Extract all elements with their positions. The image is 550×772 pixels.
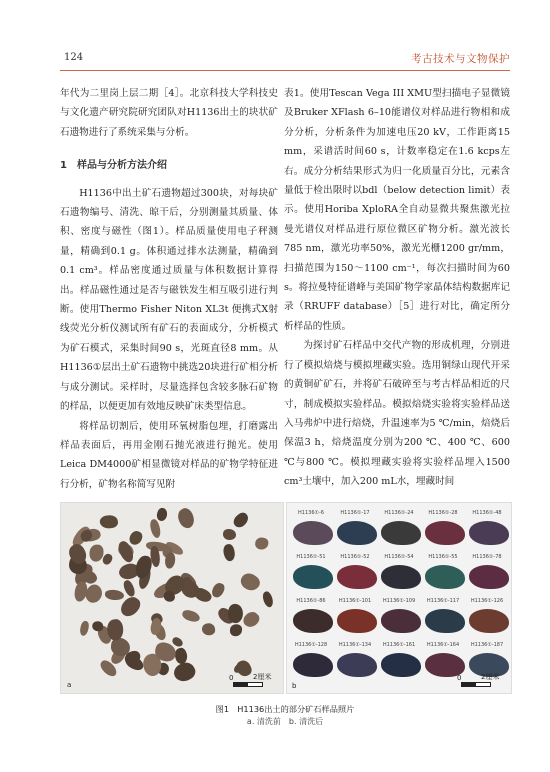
ore-lump (261, 590, 275, 608)
scale-bar (233, 682, 263, 687)
header-rule (60, 70, 510, 71)
ore-lump (79, 620, 89, 636)
sample-label: H1136①-54 (384, 554, 414, 560)
ore-lump (181, 609, 201, 624)
sample-label: H1136①-52 (340, 554, 370, 560)
sample-label: H1136①-117 (426, 598, 460, 604)
ore-lump (193, 585, 214, 604)
ore-lump (128, 529, 144, 546)
ore-lump (223, 529, 236, 540)
ore-lump (123, 653, 145, 672)
scale-zero: 0 (229, 674, 234, 682)
sample-photo (293, 609, 333, 633)
journal-name: 考古技术与文物保护 (411, 53, 510, 65)
scale-zero: 0 (457, 674, 462, 682)
sample-photo (337, 521, 377, 545)
figure-caption: 图1 H1136出土的部分矿石样品照片 (215, 704, 355, 714)
sample-label: H1136①-28 (428, 510, 458, 516)
ore-lump (227, 603, 245, 624)
paragraph: 为探讨矿石样品中交代产物的形成机理，分别进行了模拟焙烧与模拟埋藏实验。选用铜绿山现代开采的黄铜矿矿石，并将矿石破碎至与考古样品相近的尺寸，制成模拟实验样品。模拟焙烧实验将实验样品送入马弗炉中进行焙烧，升温速率为5 ℃/min，焙烧后保温3 h，焙烧温度分别为200 ℃、400 ℃、600 ℃与800 ℃。模拟埋藏实验将实验样品埋入1500 cm³土壤中，加入200 mL水，埋藏时间 (284, 340, 510, 488)
ore-lump (165, 552, 176, 569)
section-number: 1 (60, 160, 67, 172)
sample-photo (337, 653, 377, 677)
paragraph: H1136中出土矿石遗物超过300块，对每块矿石遗物编号、清洗、晾干后，分别测量其质量、体积、密度与磁性（图1）。样品质量使用电子秤测量，精确到0.1 g。体积通过排水法测量，精确到0.1 cm³。样品密度通过质量与体积数据计算得出。样品磁性通过是否与磁铁发生相互吸引进行判断。使用Thermo Fisher Niton XL3t 便携式X射线荧光分析仪测试所有矿石的表面成分，分析模式为矿石模式，采集时间90 s，光斑直径8 mm。从H1136①层出土矿石遗物中挑选20块进行矿相分析与成分测试。采样时，尽量选择包含较多脉石矿物的样品，以便更加有效地反映矿床类型信息。 (60, 187, 278, 413)
photo-ore-before-cleaning (60, 502, 284, 694)
sample-photo (425, 565, 465, 589)
ore-lump (155, 506, 168, 522)
sample-photo (469, 521, 509, 545)
scale-label: 2厘米 (481, 673, 500, 681)
sample-label: H1136①-161 (382, 642, 416, 648)
left-column (60, 84, 278, 494)
ore-lump (175, 506, 197, 531)
ore-lump (211, 581, 227, 599)
sample-label: H1136①-48 (472, 510, 502, 516)
sample-label: H1136①-134 (338, 642, 372, 648)
sample-label: H1136①-86 (296, 598, 326, 604)
sample-photo (381, 521, 421, 545)
paragraph: 将样品切割后，使用环氧树脂包埋，打磨露出样品表面后，再用金刚石抛光液进行抛光。使用Leica DM4000矿相显微镜对样品的矿物学特征进行分析，矿物名称简写见附 (60, 420, 278, 490)
sample-photo (293, 565, 333, 589)
sample-photo (337, 565, 377, 589)
ore-lump (122, 579, 137, 598)
ore-lump (230, 624, 243, 637)
scale-bar (461, 682, 491, 687)
ore-lump (255, 537, 270, 551)
sample-label: H1136①-17 (340, 510, 370, 516)
ore-lump (201, 623, 216, 637)
sample-label: H1136①-78 (472, 554, 502, 560)
figure-1 (60, 502, 510, 692)
ore-lump (89, 544, 103, 561)
sample-photo (381, 653, 421, 677)
panel-a-label: a (67, 681, 72, 689)
sample-label: H1136①-109 (382, 598, 416, 604)
sample-label: H1136①-101 (338, 598, 372, 604)
sample-photo (293, 521, 333, 545)
sample-label: H1136①-128 (294, 642, 328, 648)
figure-subcaption: a. 清洗前 b. 清洗后 (246, 717, 324, 726)
sample-photo (381, 609, 421, 633)
ore-lump (102, 553, 114, 566)
ore-lump (222, 543, 236, 561)
ore-lump (241, 609, 262, 630)
sample-photo (469, 609, 509, 633)
sample-label: H1136①-55 (428, 554, 458, 560)
sample-photo (381, 565, 421, 589)
photo-ore-after-cleaning (286, 502, 512, 694)
page-number: 124 (64, 52, 84, 63)
sample-photo (469, 565, 509, 589)
ore-lump (105, 590, 125, 601)
section-title: 样品与分析方法介绍 (76, 160, 167, 172)
sample-label: H1136①-164 (426, 642, 460, 648)
paragraph: 年代为二里岗上层二期［4］。北京科技大学科技史与文化遗产研究院研究团队对H1136出土的块状矿石遗物进行了系统采集与分析。 (60, 88, 278, 138)
ore-lump (238, 570, 263, 594)
sample-label: H1136①-51 (296, 554, 326, 560)
sample-photo (337, 609, 377, 633)
sample-photo (425, 521, 465, 545)
sample-label: H1136①-24 (384, 510, 414, 516)
ore-lump (100, 514, 119, 529)
sample-photo (425, 609, 465, 633)
sample-label: H1136①-126 (470, 598, 504, 604)
right-column (284, 84, 510, 492)
ore-lump (231, 510, 251, 529)
ore-lump (171, 659, 198, 685)
ore-lump (148, 518, 162, 538)
sample-photo (293, 653, 333, 677)
sample-label: H1136①-187 (470, 642, 504, 648)
sample-label: H1136①-6 (298, 510, 324, 516)
paragraph: 表1。使用Tescan Vega III XMU型扫描电子显微镜及Bruker XFlash 6–10能谱仪对样品进行物相和成分分析，分析条件为加速电压20 kV，工作距离15 mm，采谱活时间60 s，计数率稳定在1.6 kcps左右。成分分析结果形式为归一化质量百分比，元素含量低于检出限时以bdl（below detection limit）表示。使用Horiba XploRA全自动显微共聚焦激光拉曼光谱仪对样品进行原位微区矿物分析。激光波长785 nm，激光功率50%，激光光栅1200 gr/mm，扫描范围为150～1100 cm⁻¹，每次扫描时间为60 s。将拉曼特征谱峰与美国矿物学家晶体结构数据库记录（RRUFF database）［5］进行对比，确定所分析样品的性质。 (284, 88, 510, 332)
scale-label: 2厘米 (253, 673, 272, 681)
section-heading (60, 156, 278, 175)
panel-b-label: b (292, 682, 297, 690)
